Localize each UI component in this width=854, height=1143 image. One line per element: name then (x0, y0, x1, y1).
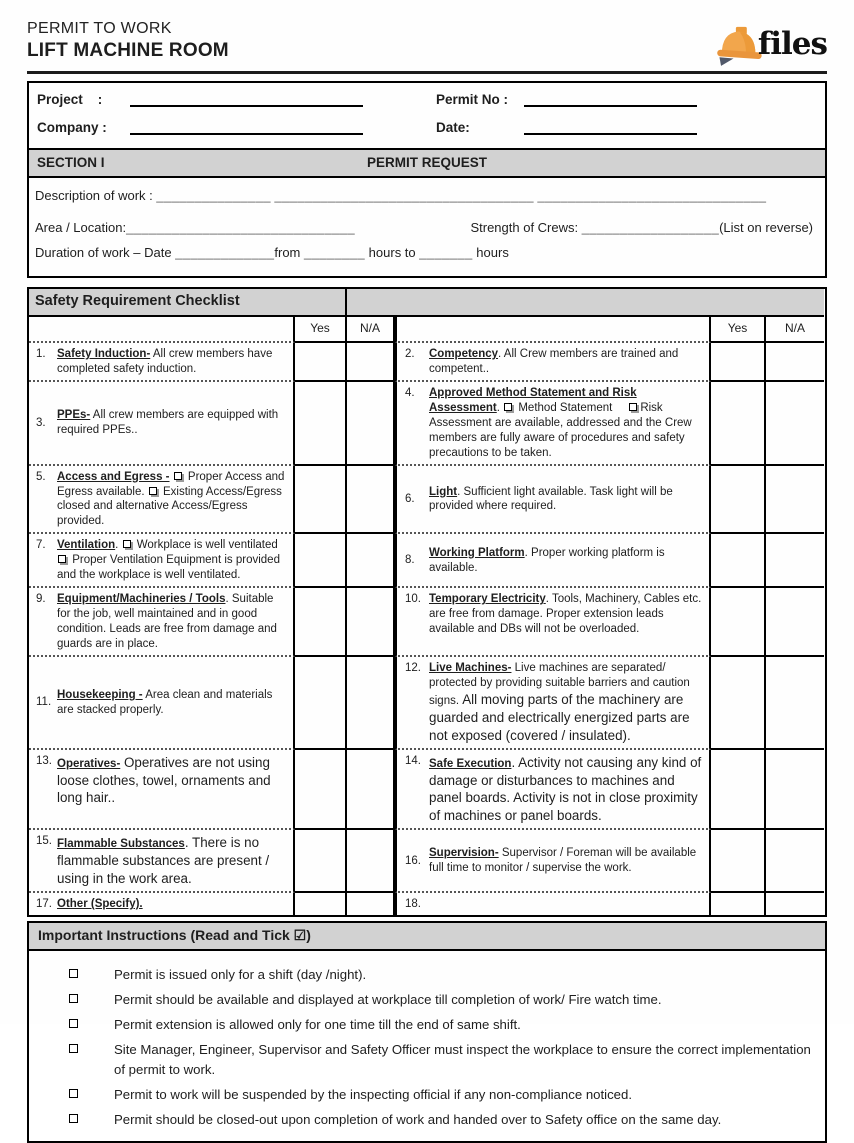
checklist-item-2 (395, 343, 711, 382)
item-text (57, 754, 291, 808)
item-body-text: Proper Access and Egress available. (57, 470, 285, 498)
item-title: Safety Induction- (57, 348, 151, 360)
instruction-text: Permit should be closed-out upon completion of work and handed over to Safety office on the same day. (114, 1111, 722, 1127)
item-title: Access and Egress - (57, 470, 170, 483)
duration-line (35, 245, 813, 264)
form-label: hours to (365, 245, 420, 260)
yes-column-header-left: Yes (295, 317, 347, 343)
logo-text: files (757, 26, 827, 62)
yes-checkbox-cell-1[interactable] (295, 343, 347, 382)
permit-no-label: Permit No : (436, 92, 509, 107)
item-body-text: . Proper working platform is available. (429, 546, 665, 574)
company-label: Company : (37, 120, 107, 135)
document-titles (27, 20, 229, 62)
na-checkbox-cell-6[interactable] (766, 466, 824, 535)
item-body-text: Supervisor / Foreman will be available full time to monitor / supervise the work. (429, 847, 697, 875)
checklist-item-7 (29, 534, 295, 588)
date-field[interactable] (524, 120, 697, 135)
fill-in-blank[interactable]: ________ (304, 245, 366, 260)
subheader-empty-right (395, 317, 711, 343)
item-text (429, 347, 707, 377)
item-text (57, 408, 291, 438)
item-number: 16. (405, 854, 421, 867)
instruction-checkbox[interactable] (69, 1019, 78, 1028)
na-checkbox-cell-4[interactable] (766, 382, 824, 466)
hardhat-icon (714, 22, 764, 66)
yes-checkbox-cell-3[interactable] (295, 382, 347, 466)
yes-checkbox-cell-15[interactable] (295, 830, 347, 893)
instruction-item (29, 1040, 811, 1078)
instructions-list (27, 951, 827, 1143)
na-checkbox-cell-2[interactable] (766, 343, 824, 382)
na-checkbox-cell-5[interactable] (347, 466, 395, 535)
instruction-item (29, 1085, 811, 1104)
na-checkbox-cell-14[interactable] (766, 750, 824, 831)
checklist-item-4 (395, 382, 711, 466)
instruction-item (29, 1110, 811, 1129)
item-number: 6. (405, 492, 415, 505)
item-title: Temporary Electricity (429, 593, 546, 606)
yes-checkbox-cell-13[interactable] (295, 750, 347, 831)
item-title: PPEs- (57, 409, 91, 422)
fill-in-blank[interactable]: __________________ (581, 220, 720, 235)
yes-checkbox-cell-7[interactable] (295, 534, 347, 588)
instruction-checkbox[interactable] (69, 1089, 78, 1098)
na-checkbox-cell-13[interactable] (347, 750, 395, 831)
checklist-item-1 (29, 343, 295, 382)
item-number: 1. (36, 348, 46, 360)
checklist-item-14 (395, 750, 711, 831)
safety-checklist-table (27, 287, 827, 917)
item-body-text: Method Statement (515, 401, 629, 414)
na-column-header-left: N/A (347, 317, 395, 343)
item-number: 7. (36, 539, 46, 552)
na-checkbox-cell-11[interactable] (347, 657, 395, 750)
form-label: Duration of work – Date (35, 245, 176, 260)
item-text (429, 846, 707, 876)
instructions-title: Important Instructions (Read and Tick ☑) (38, 927, 311, 944)
area-group (35, 220, 355, 235)
instruction-checkbox[interactable] (69, 1044, 78, 1053)
na-checkbox-cell-15[interactable] (347, 830, 395, 893)
item-body-text: Proper Ventilation Equipment is provided and the workplace is well ventilated. (57, 554, 280, 582)
checklist-item-6 (395, 466, 711, 535)
na-checkbox-cell-1[interactable] (347, 343, 395, 382)
instruction-text: Permit to work will be suspended by the inspecting official if any non-compliance noticed. (114, 1086, 633, 1102)
fill-in-blank[interactable]: _____________ (175, 245, 275, 260)
instructions-header (27, 921, 827, 951)
item-body-text: Live machines are separated/ protected by providing suitable barriers and caution signs. (429, 661, 690, 707)
item-text (57, 688, 291, 718)
yes-column-header-right: Yes (711, 317, 766, 343)
yes-checkbox-cell-12[interactable] (711, 657, 766, 750)
company-logo (714, 22, 827, 66)
na-checkbox-cell-3[interactable] (347, 382, 395, 466)
item-number: 3. (36, 416, 46, 429)
item-number: 8. (405, 554, 415, 567)
na-column-header-right: N/A (766, 317, 824, 343)
instruction-text: Permit should be available and displayed at workplace till completion of work/ Fire watch time. (114, 992, 662, 1008)
yes-checkbox-cell-5[interactable] (295, 466, 347, 535)
item-title: Equipment/Machineries / Tools (57, 593, 226, 606)
yes-checkbox-cell-8[interactable] (711, 534, 766, 588)
yes-checkbox-cell-2[interactable] (711, 343, 766, 382)
item-body-text: . Activity not causing any kind of damage or disturbances to machines and panel boards. Activity is not in close proximity of machines or panel boards. (429, 754, 702, 824)
na-checkbox-cell-18[interactable] (766, 893, 824, 915)
instruction-text: Site Manager, Engineer, Supervisor and Safety Officer must inspect the workplace to ensure the correct implementation of permit to work. (114, 1042, 811, 1077)
yes-checkbox-cell-16[interactable] (711, 830, 766, 893)
instruction-text: Permit extension is allowed only for one time till the end of same shift. (114, 1017, 521, 1033)
checklist-item-8 (395, 534, 711, 588)
item-body-text: . (496, 401, 504, 414)
item-title: Operatives- (57, 757, 121, 770)
item-text (57, 538, 291, 583)
item-body-text: Workplace is well ventilated (133, 539, 278, 552)
yes-checkbox-cell-10[interactable] (711, 588, 766, 657)
fill-in-blank[interactable]: _______________ (156, 188, 271, 203)
item-title: Competency (429, 348, 499, 360)
project-label: Project : (37, 92, 103, 107)
item-number: 11. (36, 696, 52, 709)
checklist-item-17 (29, 893, 295, 915)
project-field[interactable] (130, 92, 363, 107)
item-body-text: Existing Access/Egress closed and alternative Access/Egress provided. (57, 485, 282, 528)
checklist-item-18 (395, 893, 711, 915)
item-body-text: Operatives are not using loose clothes, towel, ornaments and long hair.. (57, 754, 271, 806)
company-field[interactable] (130, 120, 363, 135)
permit-no-field[interactable] (524, 92, 697, 107)
form-label: Description of work : (35, 188, 157, 203)
na-checkbox-cell-12[interactable] (766, 657, 824, 750)
item-body-text: Risk Assessment are available, addressed and the Crew members are fully aware of procedures and safety precautions to be taken. (429, 401, 692, 459)
item-text (57, 347, 291, 377)
item-body-text: . There is no flammable substances are present / using in the work area. (57, 835, 270, 887)
yes-checkbox-cell-4[interactable] (711, 382, 766, 466)
form-label: Area / Location: (35, 220, 127, 235)
company-date-row (35, 120, 813, 135)
item-title: Light (429, 485, 458, 498)
item-body-text: . Tools, Machinery, Cables etc. are free from damage. Proper extension leads available and DBs will not be overloaded. (429, 593, 702, 635)
inline-checkbox[interactable] (149, 487, 157, 495)
checklist-title: Safety Requirement Checklist (35, 293, 240, 309)
inline-checkbox[interactable] (504, 403, 512, 411)
item-text (429, 661, 707, 745)
item-number: 4. (405, 386, 415, 399)
na-checkbox-cell-10[interactable] (766, 588, 824, 657)
yes-checkbox-cell-9[interactable] (295, 588, 347, 657)
checklist-item-5 (29, 466, 295, 535)
fill-in-blank[interactable]: _______ (419, 245, 473, 260)
inline-checkbox[interactable] (58, 555, 66, 563)
checklist-item-11 (29, 657, 295, 750)
item-title: Other (Specify). (57, 898, 143, 911)
item-text (429, 485, 707, 515)
form-label: (List on reverse) (719, 220, 813, 235)
section1-bar (29, 148, 825, 178)
item-number: 13. (36, 754, 52, 767)
item-text (429, 546, 707, 576)
item-body-text: . (115, 539, 122, 552)
fill-in-blank[interactable]: __________________________________ (274, 188, 534, 203)
strength-group (470, 220, 813, 235)
na-checkbox-cell-7[interactable] (347, 534, 395, 588)
document-header (27, 20, 827, 74)
subheader-empty-left (29, 317, 295, 343)
checklist-title-spacer (347, 289, 824, 317)
item-title: Housekeeping - (57, 688, 143, 701)
yes-checkbox-cell-11[interactable] (295, 657, 347, 750)
item-title: Flammable Substances (57, 838, 185, 851)
item-text (429, 754, 707, 826)
item-title: Ventilation (57, 539, 116, 552)
section1-title: PERMIT REQUEST (366, 155, 487, 170)
item-number: 2. (405, 348, 415, 360)
date-label: Date: (436, 120, 470, 135)
item-number: 18. (405, 898, 421, 911)
item-body-text: . All Crew members are trained and competent.. (429, 348, 679, 375)
yes-checkbox-cell-18[interactable] (711, 893, 766, 915)
item-number: 15. (36, 835, 52, 848)
item-body-text: All crew members have completed safety induction. (57, 348, 273, 375)
item-number: 17. (36, 898, 52, 911)
checklist-item-13 (29, 750, 295, 831)
yes-checkbox-cell-6[interactable] (711, 466, 766, 535)
yes-checkbox-cell-14[interactable] (711, 750, 766, 831)
yes-checkbox-cell-17[interactable] (295, 893, 347, 915)
item-number: 10. (405, 593, 421, 606)
item-text (57, 592, 291, 652)
item-body-text: All crew members are equipped with required PPEs.. (57, 409, 279, 437)
document-title-line1: PERMIT TO WORK (27, 20, 172, 37)
instruction-item (29, 965, 811, 984)
na-checkbox-cell-9[interactable] (347, 588, 395, 657)
item-body-text: Area clean and materials are stacked properly. (57, 688, 273, 716)
fill-in-blank[interactable]: ______________________________ (537, 188, 767, 203)
item-title: Safe Execution (429, 757, 512, 770)
description-line (35, 188, 813, 203)
item-text (429, 592, 707, 637)
na-checkbox-cell-8[interactable] (766, 534, 824, 588)
checklist-item-15 (29, 830, 295, 893)
instruction-item (29, 1015, 811, 1034)
inline-checkbox[interactable] (174, 472, 182, 480)
project-permit-row (35, 92, 813, 107)
na-checkbox-cell-16[interactable] (766, 830, 824, 893)
inline-checkbox[interactable] (123, 540, 131, 548)
item-body-text: . Sufficient light available. Task light will be provided where required. (429, 485, 673, 513)
item-number: 12. (405, 661, 421, 674)
item-number: 14. (405, 754, 421, 767)
document-title-line2: LIFT MACHINE ROOM (27, 40, 229, 61)
instruction-item (29, 990, 811, 1009)
item-body-text (170, 471, 173, 483)
item-text (57, 897, 291, 912)
form-label: hours (472, 245, 509, 260)
inline-checkbox[interactable] (629, 403, 637, 411)
section1-label: SECTION I (37, 155, 105, 170)
form-label: from (274, 245, 305, 260)
permit-request-box (29, 178, 825, 276)
instruction-text: Permit is issued only for a shift (day /night). (114, 967, 367, 983)
item-text (57, 470, 291, 530)
item-number: 9. (36, 593, 46, 606)
permit-header-form (27, 81, 827, 278)
checklist-item-9 (29, 588, 295, 657)
project-info-box (29, 83, 825, 148)
instruction-checkbox[interactable] (69, 994, 78, 1003)
item-body-text: All moving parts of the machinery are guarded and electrically energized parts are not exposed (covered / insulated). (429, 691, 690, 743)
instruction-checkbox[interactable] (69, 1114, 78, 1123)
item-body-text: . Suitable for the job, well maintained and in good condition. Leads are free from damage and guards are in place. (57, 593, 277, 650)
checklist-item-10 (395, 588, 711, 657)
checklist-item-3 (29, 382, 295, 466)
na-checkbox-cell-17[interactable] (347, 893, 395, 915)
checklist-item-12 (395, 657, 711, 750)
item-number: 5. (36, 470, 46, 483)
item-text (57, 834, 291, 888)
checklist-item-16 (395, 830, 711, 893)
fill-in-blank[interactable]: ______________________________ (126, 220, 355, 235)
area-strength-line (35, 220, 813, 235)
form-label: Strength of Crews: (470, 220, 582, 235)
item-title: Live Machines- (429, 661, 512, 674)
item-text (429, 386, 707, 461)
item-title: Approved Method Statement and Risk Assessment (429, 386, 637, 414)
instruction-checkbox[interactable] (69, 969, 78, 978)
item-title: Working Platform (429, 546, 525, 559)
item-title: Supervision- (429, 847, 499, 860)
checklist-title-cell (29, 289, 347, 317)
